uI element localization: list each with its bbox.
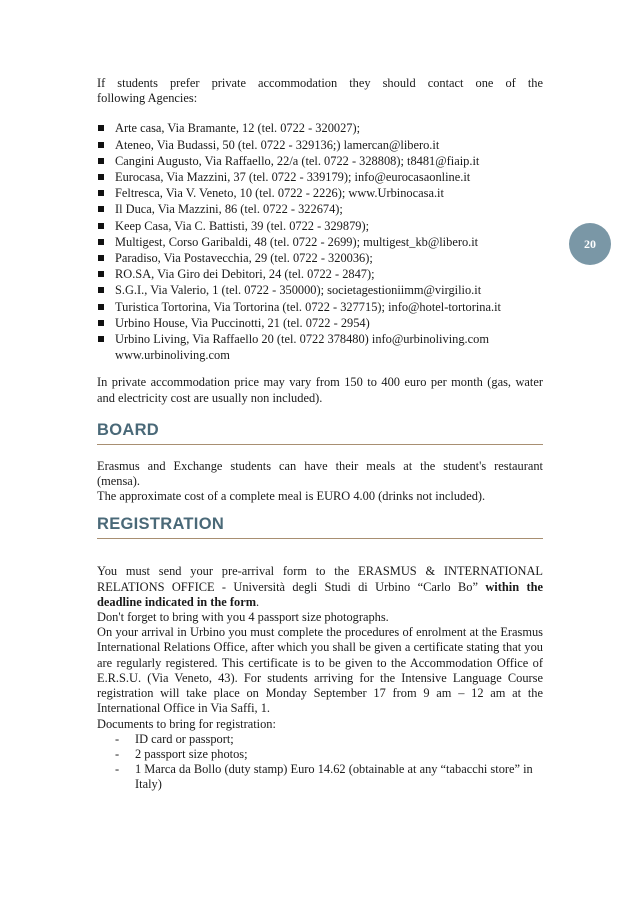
agency-item: S.G.I., Via Valerio, 1 (tel. 0722 - 350000); societagestioniimm@virgilio.it — [97, 282, 543, 298]
intro-line-2: following Agencies: — [97, 91, 198, 106]
price-note: In private accommodation price may vary from 150 to 400 euro per month (gas, water and electricity cost are usually non included). — [97, 375, 543, 405]
deadline-emphasis: within the deadline indicated in the form — [97, 579, 543, 609]
agency-item: Arte casa, Via Bramante, 12 (tel. 0722 - 320027); — [97, 120, 543, 136]
board-line-1: Erasmus and Exchange students can have their meals at the student's restaurant — [97, 458, 543, 473]
agency-list — [97, 120, 543, 363]
agency-item: Turistica Tortorina, Via Tortorina (tel. 0722 - 327715); info@hotel-tortorina.it — [97, 299, 543, 315]
agency-item: Urbino Living, Via Raffaello 20 (tel. 0722 378480) info@urbinoliving.com www.urbinoliving.com — [97, 331, 543, 363]
document-item: - 1 Marca da Bollo (duty stamp) Euro 14.62 (obtainable at any “tabacchi store” in Italy) — [115, 762, 543, 792]
agency-item: Keep Casa, Via C. Battisti, 39 (tel. 0722 - 329879); — [97, 218, 543, 234]
registration-paragraph-1 — [97, 564, 543, 610]
agency-item: Feltresca, Via V. Veneto, 10 (tel. 0722 - 2226); www.Urbinocasa.it — [97, 185, 543, 201]
registration-paragraph-3: On your arrival in Urbino you must complete the procedures of enrolment at the Erasmus International Relations Office, after which you shall be given a certificate stating that you are regularly registered. This certificate is to be given to the Accommodation Office of E.R.S.U. (Via Veneto, 43). For students arriving for the Intensive Language Course registration will take place on Monday September 17 from 9 am – 12 am at the International Office in Via Saffi, 1. — [97, 625, 543, 716]
board-line-2: (mensa). — [97, 474, 141, 489]
board-line-3: The approximate cost of a complete meal is EURO 4.00 (drinks not included). — [97, 489, 486, 504]
agency-item: Urbino House, Via Puccinotti, 21 (tel. 0722 - 2954) — [97, 315, 543, 331]
board-heading: BOARD — [97, 420, 543, 445]
documents-list — [97, 732, 543, 793]
agency-item: Eurocasa, Via Mazzini, 37 (tel. 0722 - 339179); info@eurocasaonline.it — [97, 169, 543, 185]
agency-item: Il Duca, Via Mazzini, 86 (tel. 0722 - 322674); — [97, 201, 543, 217]
registration-text: You must send your pre-arrival form to the ERASMUS & INTERNATIONAL RELATIONS OFFICE - Università degli Studi di Urbino “Carlo Bo” — [97, 564, 543, 594]
agency-item: Cangini Augusto, Via Raffaello, 22/a (tel. 0722 - 328808); t8481@fiaip.it — [97, 153, 543, 169]
agency-item: Multigest, Corso Garibaldi, 48 (tel. 0722 - 2699); multigest_kb@libero.it — [97, 234, 543, 250]
agency-item: Ateneo, Via Budassi, 50 (tel. 0722 - 329136;) lamercan@libero.it — [97, 137, 543, 153]
document-item: - 2 passport size photos; — [115, 747, 543, 762]
agency-item: RO.SA, Via Giro dei Debitori, 24 (tel. 0722 - 2847); — [97, 266, 543, 282]
board-paragraph — [97, 459, 543, 505]
intro-paragraph — [97, 76, 543, 106]
document-page — [97, 76, 543, 793]
document-item: - ID card or passport; — [115, 732, 543, 747]
registration-text-end: . — [256, 594, 260, 609]
agency-item: Paradiso, Via Postavecchia, 29 (tel. 0722 - 320036); — [97, 250, 543, 266]
intro-line-1: If students prefer private accommodation they should contact one of the — [97, 76, 543, 90]
documents-heading: Documents to bring for registration: — [97, 716, 276, 731]
registration-paragraph-2: Don't forget to bring with you 4 passport size photographs. — [97, 610, 389, 625]
page-number: 20 — [584, 236, 596, 251]
page-number-badge — [569, 223, 611, 265]
registration-heading: REGISTRATION — [97, 514, 543, 539]
